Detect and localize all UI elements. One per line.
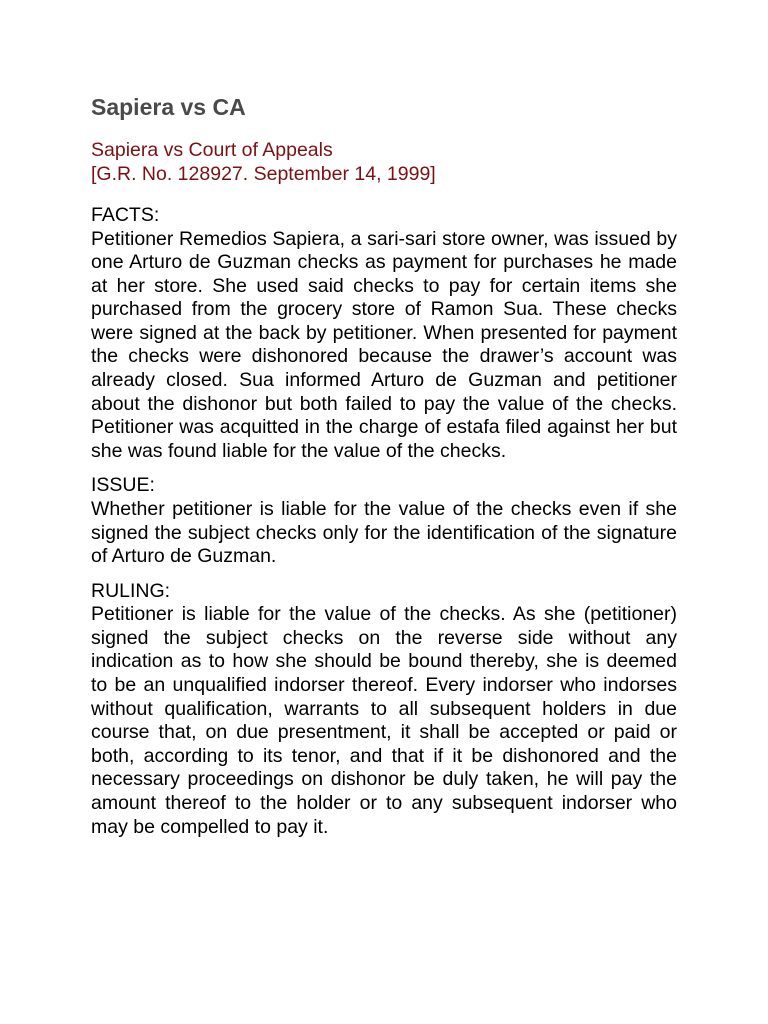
issue-body: Whether petitioner is liable for the value of the checks even if she signed the subject checks only for the identification of the signature of Arturo de Guzman. <box>91 497 677 568</box>
document-content <box>91 92 677 850</box>
case-name: Sapiera vs Court of Appeals <box>91 139 333 161</box>
ruling-body: Petitioner is liable for the value of the checks. As she (petitioner) signed the subject checks on the reverse side without any indication as to how she should be bound thereby, she is deemed to be an unqualified indorser thereof. Every indorser who indorses without qualification, warrants to all subsequent holders in due course that, on due presentment, it shall be accepted or paid or both, according to its tenor, and that if it be dishonored and the necessary proceedings on dishonor be duly taken, he will pay the amount thereof to the holder or to any subsequent indorser who may be compelled to pay it. <box>91 603 677 838</box>
ruling-heading: RULING: <box>91 579 171 602</box>
facts-body: Petitioner Remedios Sapiera, a sari-sari store owner, was issued by one Arturo de Guzman checks as payment for purchases he made at her store. She used said checks to pay for certain items she purchased from the grocery store of Ramon Sua. These checks were signed at the back by petitioner. When presented for payment the checks were dishonored because the drawer’s account was already closed. Sua informed Arturo de Guzman and petitioner about the dishonor but both failed to pay the value of the checks. Petitioner was acquitted in the charge of estafa filed against her but she was found liable for the value of the checks. <box>91 227 677 462</box>
document-title: Sapiera vs CA <box>91 94 246 120</box>
facts-heading: FACTS: <box>91 204 160 226</box>
issue-heading: ISSUE: <box>91 474 155 497</box>
case-citation: [G.R. No. 128927. September 14, 1999] <box>91 163 436 185</box>
facts-section <box>91 204 677 463</box>
issue-section <box>91 474 677 568</box>
ruling-section <box>91 580 677 839</box>
